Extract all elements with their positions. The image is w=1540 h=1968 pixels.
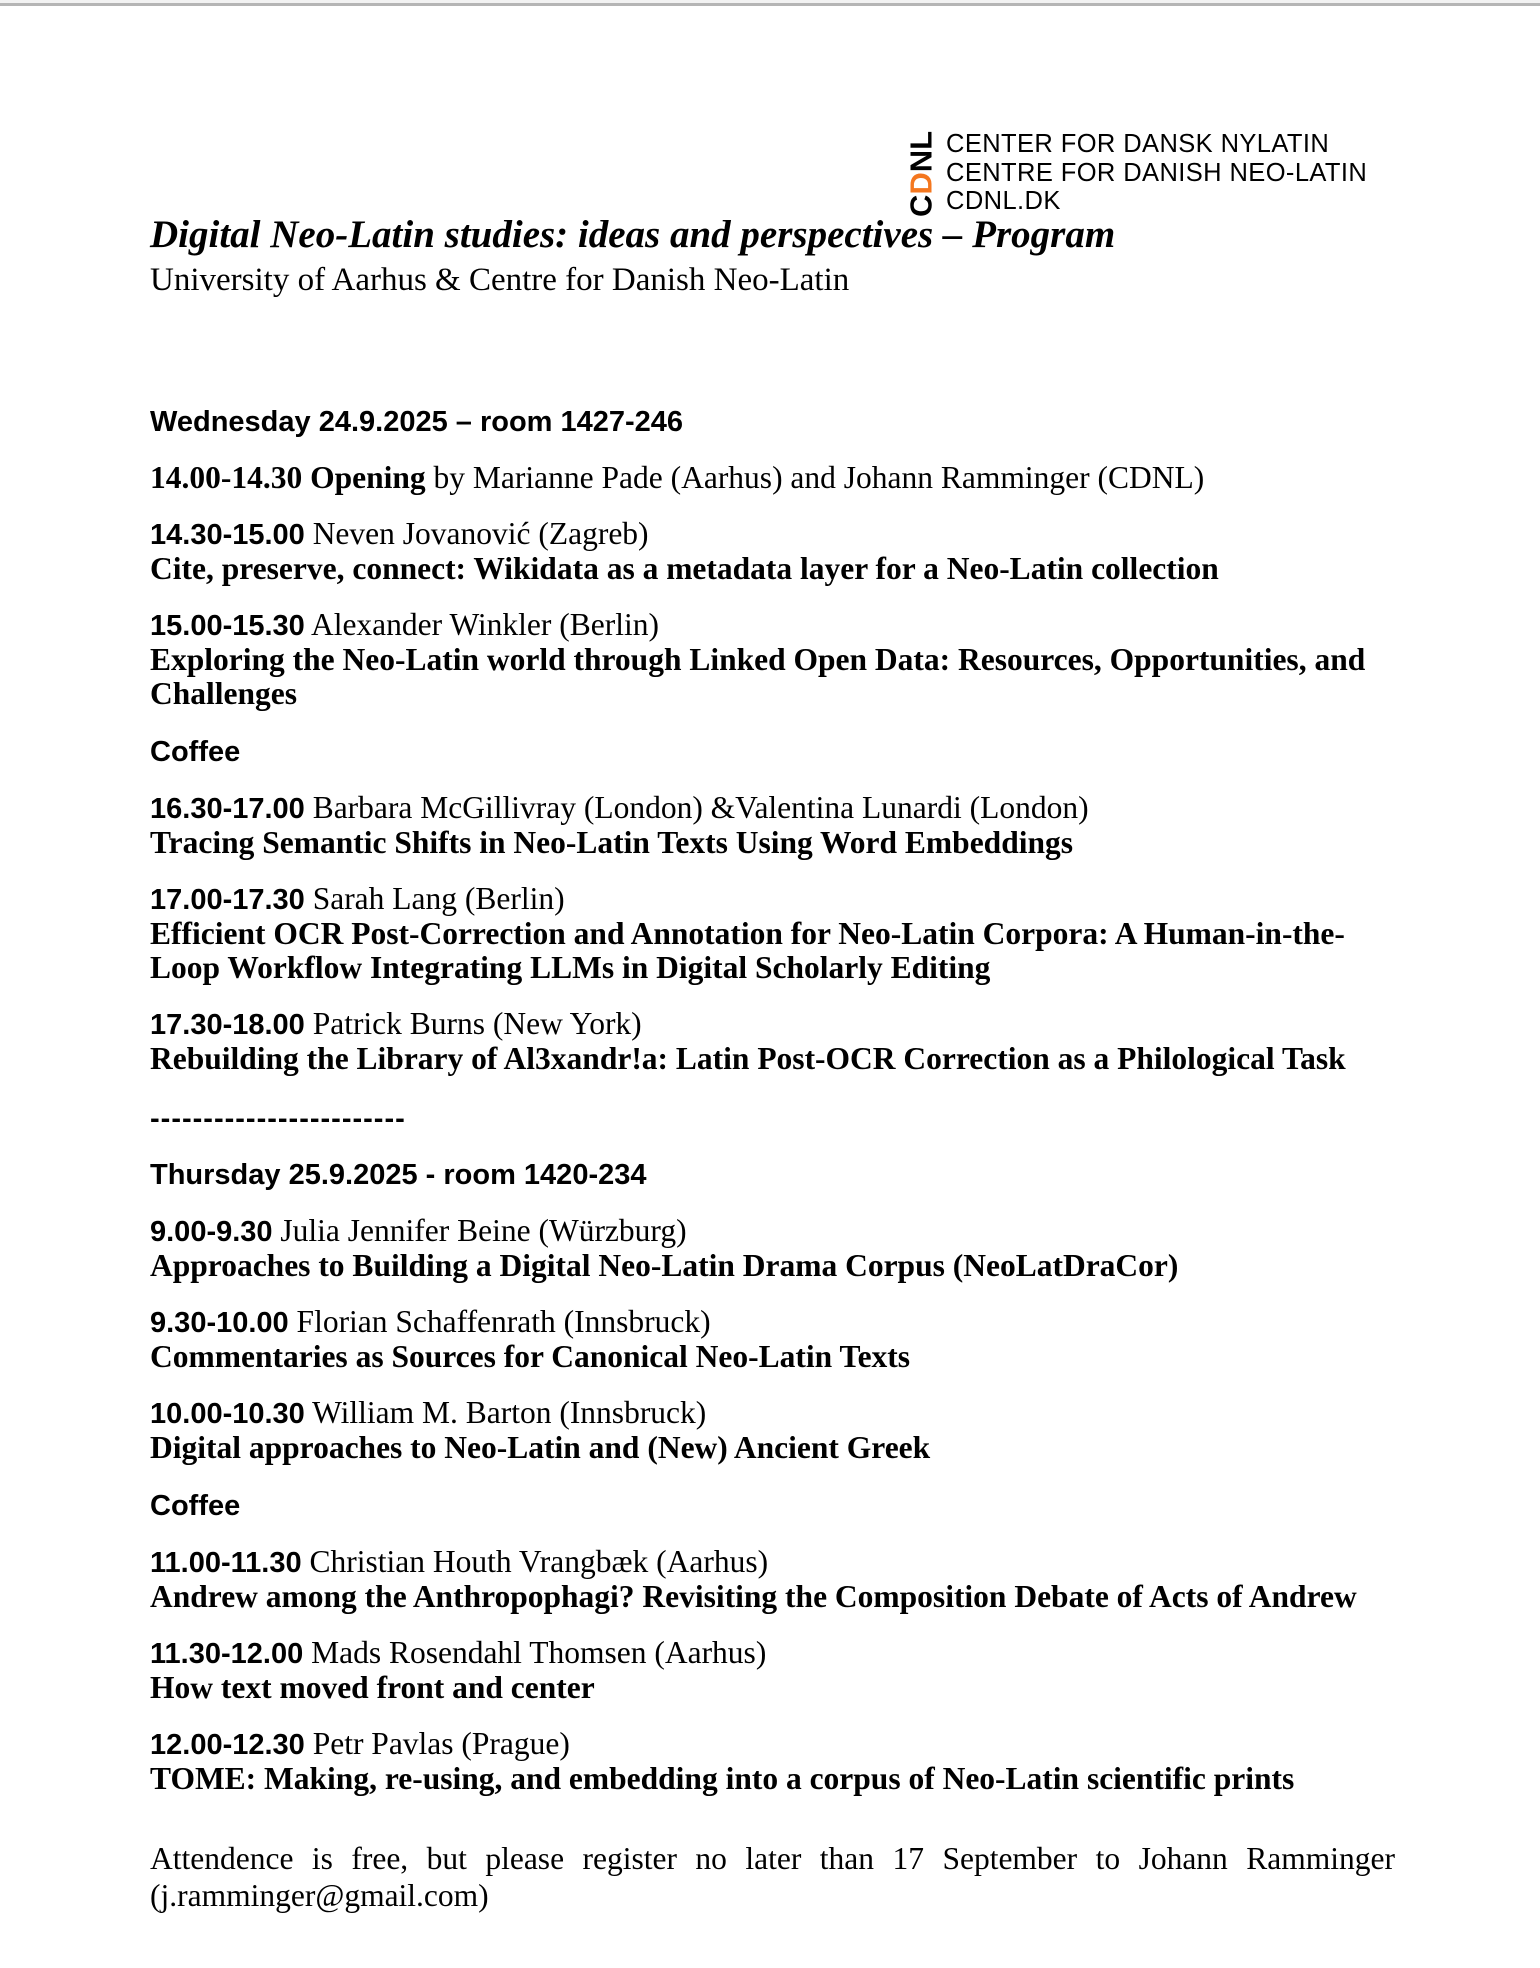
talk-title: Exploring the Neo-Latin world through Linked Open Data: Resources, Opportunities, and Challenges — [150, 642, 1366, 711]
session-row — [150, 882, 1395, 985]
session-time: 11.30-12.00 — [150, 1638, 304, 1670]
talk-title: Commentaries as Sources for Canonical Neo-Latin Texts — [150, 1339, 911, 1374]
logo-line-english: CENTRE FOR DANISH NEO-LATIN — [946, 158, 1368, 187]
talk-title: Digital approaches to Neo-Latin and (New) Ancient Greek — [150, 1430, 931, 1465]
day-header-wednesday: Wednesday 24.9.2025 – room 1427-246 — [150, 406, 684, 438]
session-speaker: Patrick Burns (New York) — [312, 1006, 642, 1041]
day-header-thursday: Thursday 25.9.2025 - room 1420-234 — [150, 1159, 647, 1191]
session-row — [150, 1545, 1395, 1614]
session-speaker: William M. Barton (Innsbruck) — [312, 1395, 707, 1430]
session-speaker: Sarah Lang (Berlin) — [312, 881, 565, 916]
registration-note: Attendence is free, but please register no later than 17 September to Johann Ramminger (j.ramminger@gmail.com) — [150, 1841, 1395, 1913]
session-time: 14.30-15.00 — [150, 519, 305, 551]
session-speaker: by Marianne Pade (Aarhus) and Johann Ramminger (CDNL) — [433, 460, 1205, 495]
session-time: 11.00-11.30 — [150, 1547, 302, 1579]
session-time: 17.00-17.30 — [150, 884, 305, 916]
cdnl-accent-letter: D — [903, 171, 939, 195]
talk-title: Tracing Semantic Shifts in Neo-Latin Texts Using Word Embeddings — [150, 825, 1073, 860]
session-time: 12.00-12.30 — [150, 1729, 305, 1761]
program-content — [150, 0, 1395, 1914]
cdnl-vertical-text: CDNL — [903, 130, 939, 217]
talk-title: Efficient OCR Post-Correction and Annotation for Neo-Latin Corpora: A Human-in-the-Loop Workflow Integrating LLMs in Digital Scholarly Editing — [150, 916, 1345, 985]
session-time: 9.30-10.00 — [150, 1307, 289, 1339]
session-speaker: Barbara McGillivray (London) &Valentina Lunardi (London) — [312, 790, 1089, 825]
session-time: 10.00-10.30 — [150, 1398, 305, 1430]
session-speaker: Alexander Winkler (Berlin) — [310, 607, 659, 642]
session-time: 14.00-14.30 — [150, 460, 303, 495]
logo-line-url: CDNL.DK — [946, 187, 1061, 215]
session-speaker: Petr Pavlas (Prague) — [312, 1726, 570, 1761]
session-row — [150, 1396, 1395, 1465]
session-speaker: Julia Jennifer Beine (Würzburg) — [280, 1213, 687, 1248]
session-time: 16.30-17.00 — [150, 793, 305, 825]
talk-title: How text moved front and center — [150, 1670, 595, 1705]
session-time: 17.30-18.00 — [150, 1009, 305, 1041]
session-row — [150, 1636, 1395, 1705]
coffee-break: Coffee — [150, 1490, 241, 1522]
session-row — [150, 1214, 1395, 1283]
session-row — [150, 517, 1395, 586]
talk-title: Andrew among the Anthropophagi? Revisiting the Composition Debate of Acts of Andrew — [150, 1579, 1357, 1614]
session-row — [150, 1305, 1395, 1374]
day-separator: ------------------------ — [150, 1103, 406, 1135]
talk-title: Rebuilding the Library of Al3xandr!a: Latin Post-OCR Correction as a Philological Task — [150, 1041, 1346, 1076]
session-row — [150, 608, 1395, 711]
session-row — [150, 461, 1395, 495]
talk-title: TOME: Making, re-using, and embedding into a corpus of Neo-Latin scientific prints — [150, 1761, 1295, 1796]
talk-title: Cite, preserve, connect: Wikidata as a metadata layer for a Neo-Latin collection — [150, 551, 1219, 586]
session-time: 15.00-15.30 — [150, 610, 305, 642]
session-title-inline: Opening — [310, 460, 426, 495]
session-speaker: Florian Schaffenrath (Innsbruck) — [296, 1304, 711, 1339]
session-row — [150, 1007, 1395, 1076]
session-speaker: Christian Houth Vrangbæk (Aarhus) — [309, 1544, 769, 1579]
session-speaker: Neven Jovanović (Zagreb) — [312, 516, 649, 551]
coffee-break: Coffee — [150, 736, 241, 768]
session-time: 9.00-9.30 — [150, 1216, 273, 1248]
logo-line-danish: CENTER FOR DANSK NYLATIN — [946, 130, 1330, 158]
talk-title: Approaches to Building a Digital Neo-Latin Drama Corpus (NeoLatDraCor) — [150, 1248, 1179, 1283]
program-title: Digital Neo-Latin studies: ideas and perspectives – Program — [150, 213, 1116, 256]
session-row — [150, 1727, 1395, 1796]
session-row — [150, 791, 1395, 860]
session-speaker: Mads Rosendahl Thomsen (Aarhus) — [311, 1635, 767, 1670]
program-subtitle: University of Aarhus & Centre for Danish Neo-Latin — [150, 262, 850, 298]
